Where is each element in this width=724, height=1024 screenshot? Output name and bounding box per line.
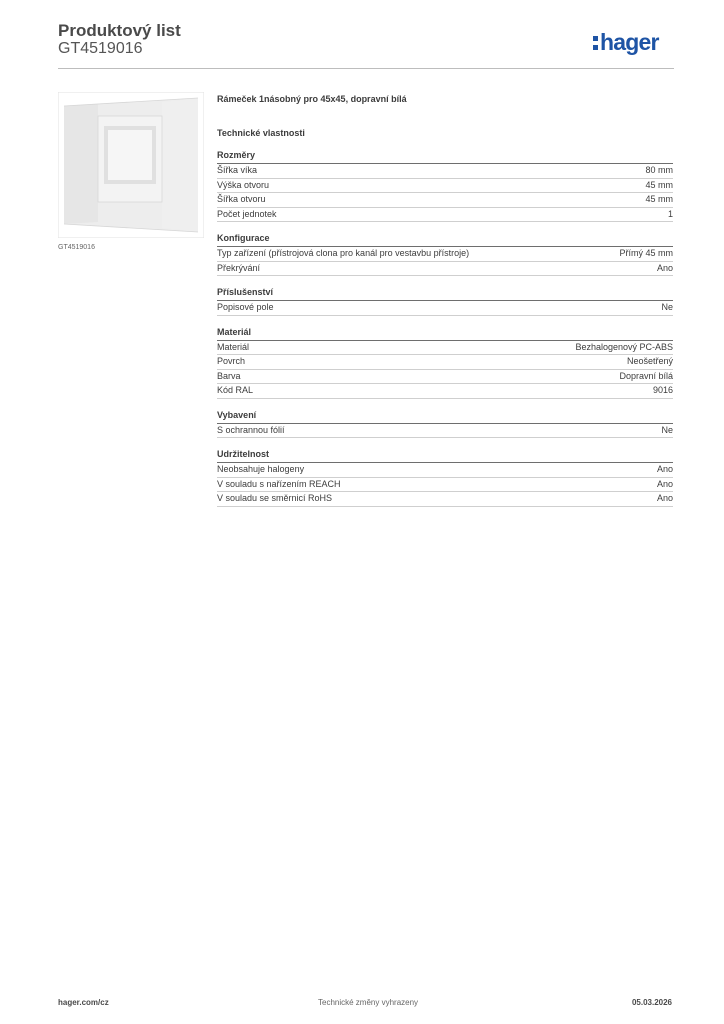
spec-value: 80 mm bbox=[645, 165, 673, 175]
spec-label: Popisové pole bbox=[217, 302, 274, 312]
spec-row bbox=[217, 424, 673, 439]
spec-label: Materiál bbox=[217, 341, 250, 352]
spec-label: Překrývání bbox=[217, 262, 261, 273]
spec-value: Ano bbox=[656, 478, 673, 489]
footer-note: Technické změny vyhrazeny bbox=[318, 998, 419, 1007]
spec-label: S ochrannou fólií bbox=[217, 424, 285, 435]
spec-value: Ano bbox=[656, 464, 673, 474]
hager-logo bbox=[592, 26, 676, 60]
spec-row bbox=[217, 384, 673, 399]
spec-section bbox=[217, 232, 673, 276]
spec-label: V souladu s nařízením REACH bbox=[217, 478, 341, 489]
spec-label: V souladu se směrnicí RoHS bbox=[217, 493, 333, 503]
spec-label: Šířka víka bbox=[217, 165, 258, 175]
spec-section bbox=[217, 149, 673, 222]
spec-row bbox=[217, 478, 673, 493]
spec-row bbox=[217, 193, 673, 208]
spec-label: Barva bbox=[217, 370, 241, 381]
spec-row bbox=[217, 355, 673, 370]
spec-section bbox=[217, 409, 673, 439]
spec-row bbox=[217, 247, 673, 262]
logo-text: hager bbox=[600, 29, 659, 55]
header-divider bbox=[58, 68, 674, 69]
spec-value: Dopravní bílá bbox=[619, 370, 673, 381]
spec-section bbox=[217, 326, 673, 399]
product-code: GT4519016 bbox=[58, 40, 143, 57]
spec-row bbox=[217, 208, 673, 223]
spec-value: 45 mm bbox=[645, 194, 673, 204]
technical-properties-heading: Technické vlastnosti bbox=[217, 128, 305, 138]
footer-website: hager.com/cz bbox=[58, 998, 109, 1007]
section-title: Rozměry bbox=[217, 149, 673, 164]
spec-value: 1 bbox=[667, 208, 673, 219]
spec-row bbox=[217, 492, 673, 507]
spec-label: Povrch bbox=[217, 356, 246, 366]
spec-row bbox=[217, 370, 673, 385]
spec-value: 9016 bbox=[652, 385, 673, 395]
product-details bbox=[217, 93, 673, 507]
spec-section bbox=[217, 448, 673, 507]
spec-value: 45 mm bbox=[645, 179, 673, 190]
spec-label: Typ zařízení (přístrojová clona pro kanál pro vestavbu přístroje) bbox=[217, 248, 470, 258]
section-title: Materiál bbox=[217, 326, 673, 341]
spec-value: Ano bbox=[656, 262, 673, 273]
spec-value: Ano bbox=[656, 493, 673, 503]
image-caption: GT4519016 bbox=[58, 244, 95, 251]
spec-row bbox=[217, 164, 673, 179]
spec-value: Přímý 45 mm bbox=[619, 248, 673, 258]
spec-section bbox=[217, 286, 673, 316]
spec-row bbox=[217, 341, 673, 356]
spec-value: Neošetřený bbox=[626, 356, 673, 366]
spec-value: Ne bbox=[661, 302, 673, 312]
product-name: Rámeček 1násobný pro 45x45, dopravní bílá bbox=[217, 94, 407, 104]
footer-date: 05.03.2026 bbox=[631, 998, 672, 1007]
spec-row bbox=[217, 262, 673, 277]
spec-label: Šířka otvoru bbox=[217, 194, 266, 204]
spec-label: Počet jednotek bbox=[217, 208, 277, 219]
specification-sections bbox=[217, 149, 673, 507]
section-title: Udržitelnost bbox=[217, 448, 673, 463]
section-title: Vybavení bbox=[217, 409, 673, 424]
section-title: Konfigurace bbox=[217, 232, 673, 247]
spec-label: Kód RAL bbox=[217, 385, 254, 395]
spec-label: Neobsahuje halogeny bbox=[217, 464, 305, 474]
spec-row bbox=[217, 301, 673, 316]
page-title: Produktový list bbox=[58, 21, 181, 40]
spec-label: Výška otvoru bbox=[217, 179, 270, 190]
spec-row bbox=[217, 463, 673, 478]
spec-value: Ne bbox=[661, 424, 673, 435]
product-image bbox=[58, 92, 204, 238]
section-title: Příslušenství bbox=[217, 286, 673, 301]
spec-value: Bezhalogenový PC-ABS bbox=[575, 341, 673, 352]
spec-row bbox=[217, 179, 673, 194]
